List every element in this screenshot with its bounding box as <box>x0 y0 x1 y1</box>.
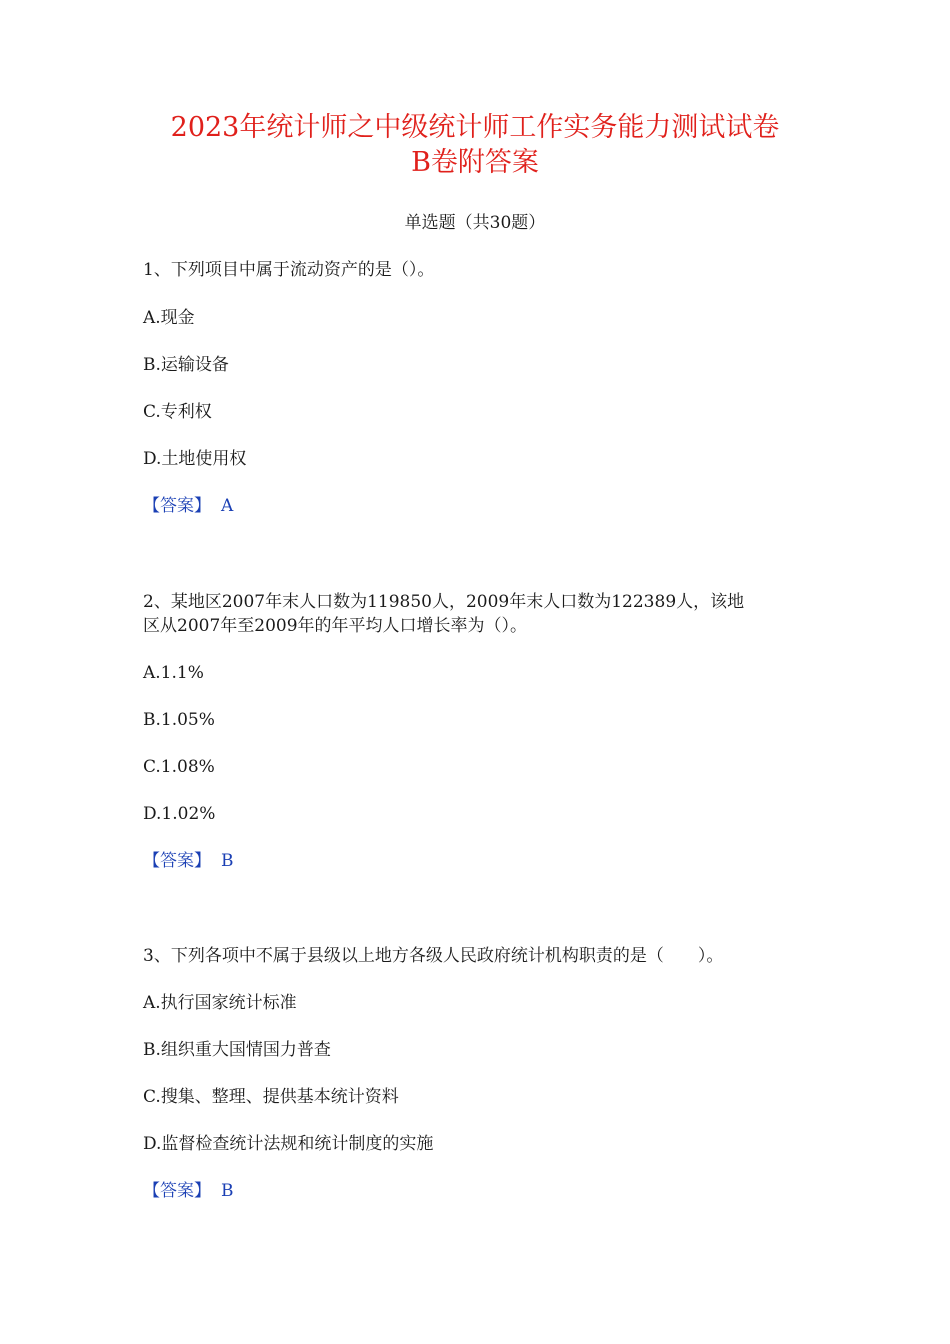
document-title-line-1: 2023年统计师之中级统计师工作实务能力测试试卷 <box>170 112 780 143</box>
answer-label: 【答案】 <box>143 496 211 516</box>
question-3-answer <box>143 1179 234 1203</box>
question-2-option-b: B.1.05% <box>143 710 215 730</box>
answer-label: 【答案】 <box>143 1181 211 1201</box>
question-1-option-d: D.土地使用权 <box>143 449 247 469</box>
question-3-option-d: D.监督检查统计法规和统计制度的实施 <box>143 1134 434 1154</box>
answer-value: B <box>221 1181 234 1201</box>
question-3-option-c: C.搜集、整理、提供基本统计资料 <box>143 1087 399 1107</box>
question-1-stem: 1、下列项目中属于流动资产的是（）。 <box>143 260 435 280</box>
question-1-option-b: B.运输设备 <box>143 355 229 375</box>
question-3-option-b: B.组织重大国情国力普查 <box>143 1040 331 1060</box>
question-1-answer <box>143 494 233 518</box>
question-2-stem-line-1: 2、某地区2007年末人口数为119850人，2009年末人口数为122389人，该地 <box>143 592 745 612</box>
question-2-option-a: A.1.1% <box>143 663 204 683</box>
answer-value: B <box>221 851 234 871</box>
question-2-stem-line-2: 区从2007年至2009年的年平均人口增长率为（）。 <box>143 616 528 636</box>
answer-value: A <box>221 496 234 516</box>
question-3-stem: 3、下列各项中不属于县级以上地方各级人民政府统计机构职责的是（ ）。 <box>143 946 724 966</box>
question-1-option-c: C.专利权 <box>143 402 212 422</box>
question-3-option-a: A.执行国家统计标准 <box>143 993 297 1013</box>
question-2-answer <box>143 849 234 873</box>
question-2-option-c: C.1.08% <box>143 757 215 777</box>
answer-label: 【答案】 <box>143 851 211 871</box>
question-1-option-a: A.现金 <box>143 308 195 328</box>
section-heading: 单选题（共30题） <box>404 213 546 233</box>
document-title-line-2: B卷附答案 <box>411 147 539 178</box>
question-2-option-d: D.1.02% <box>143 804 216 824</box>
